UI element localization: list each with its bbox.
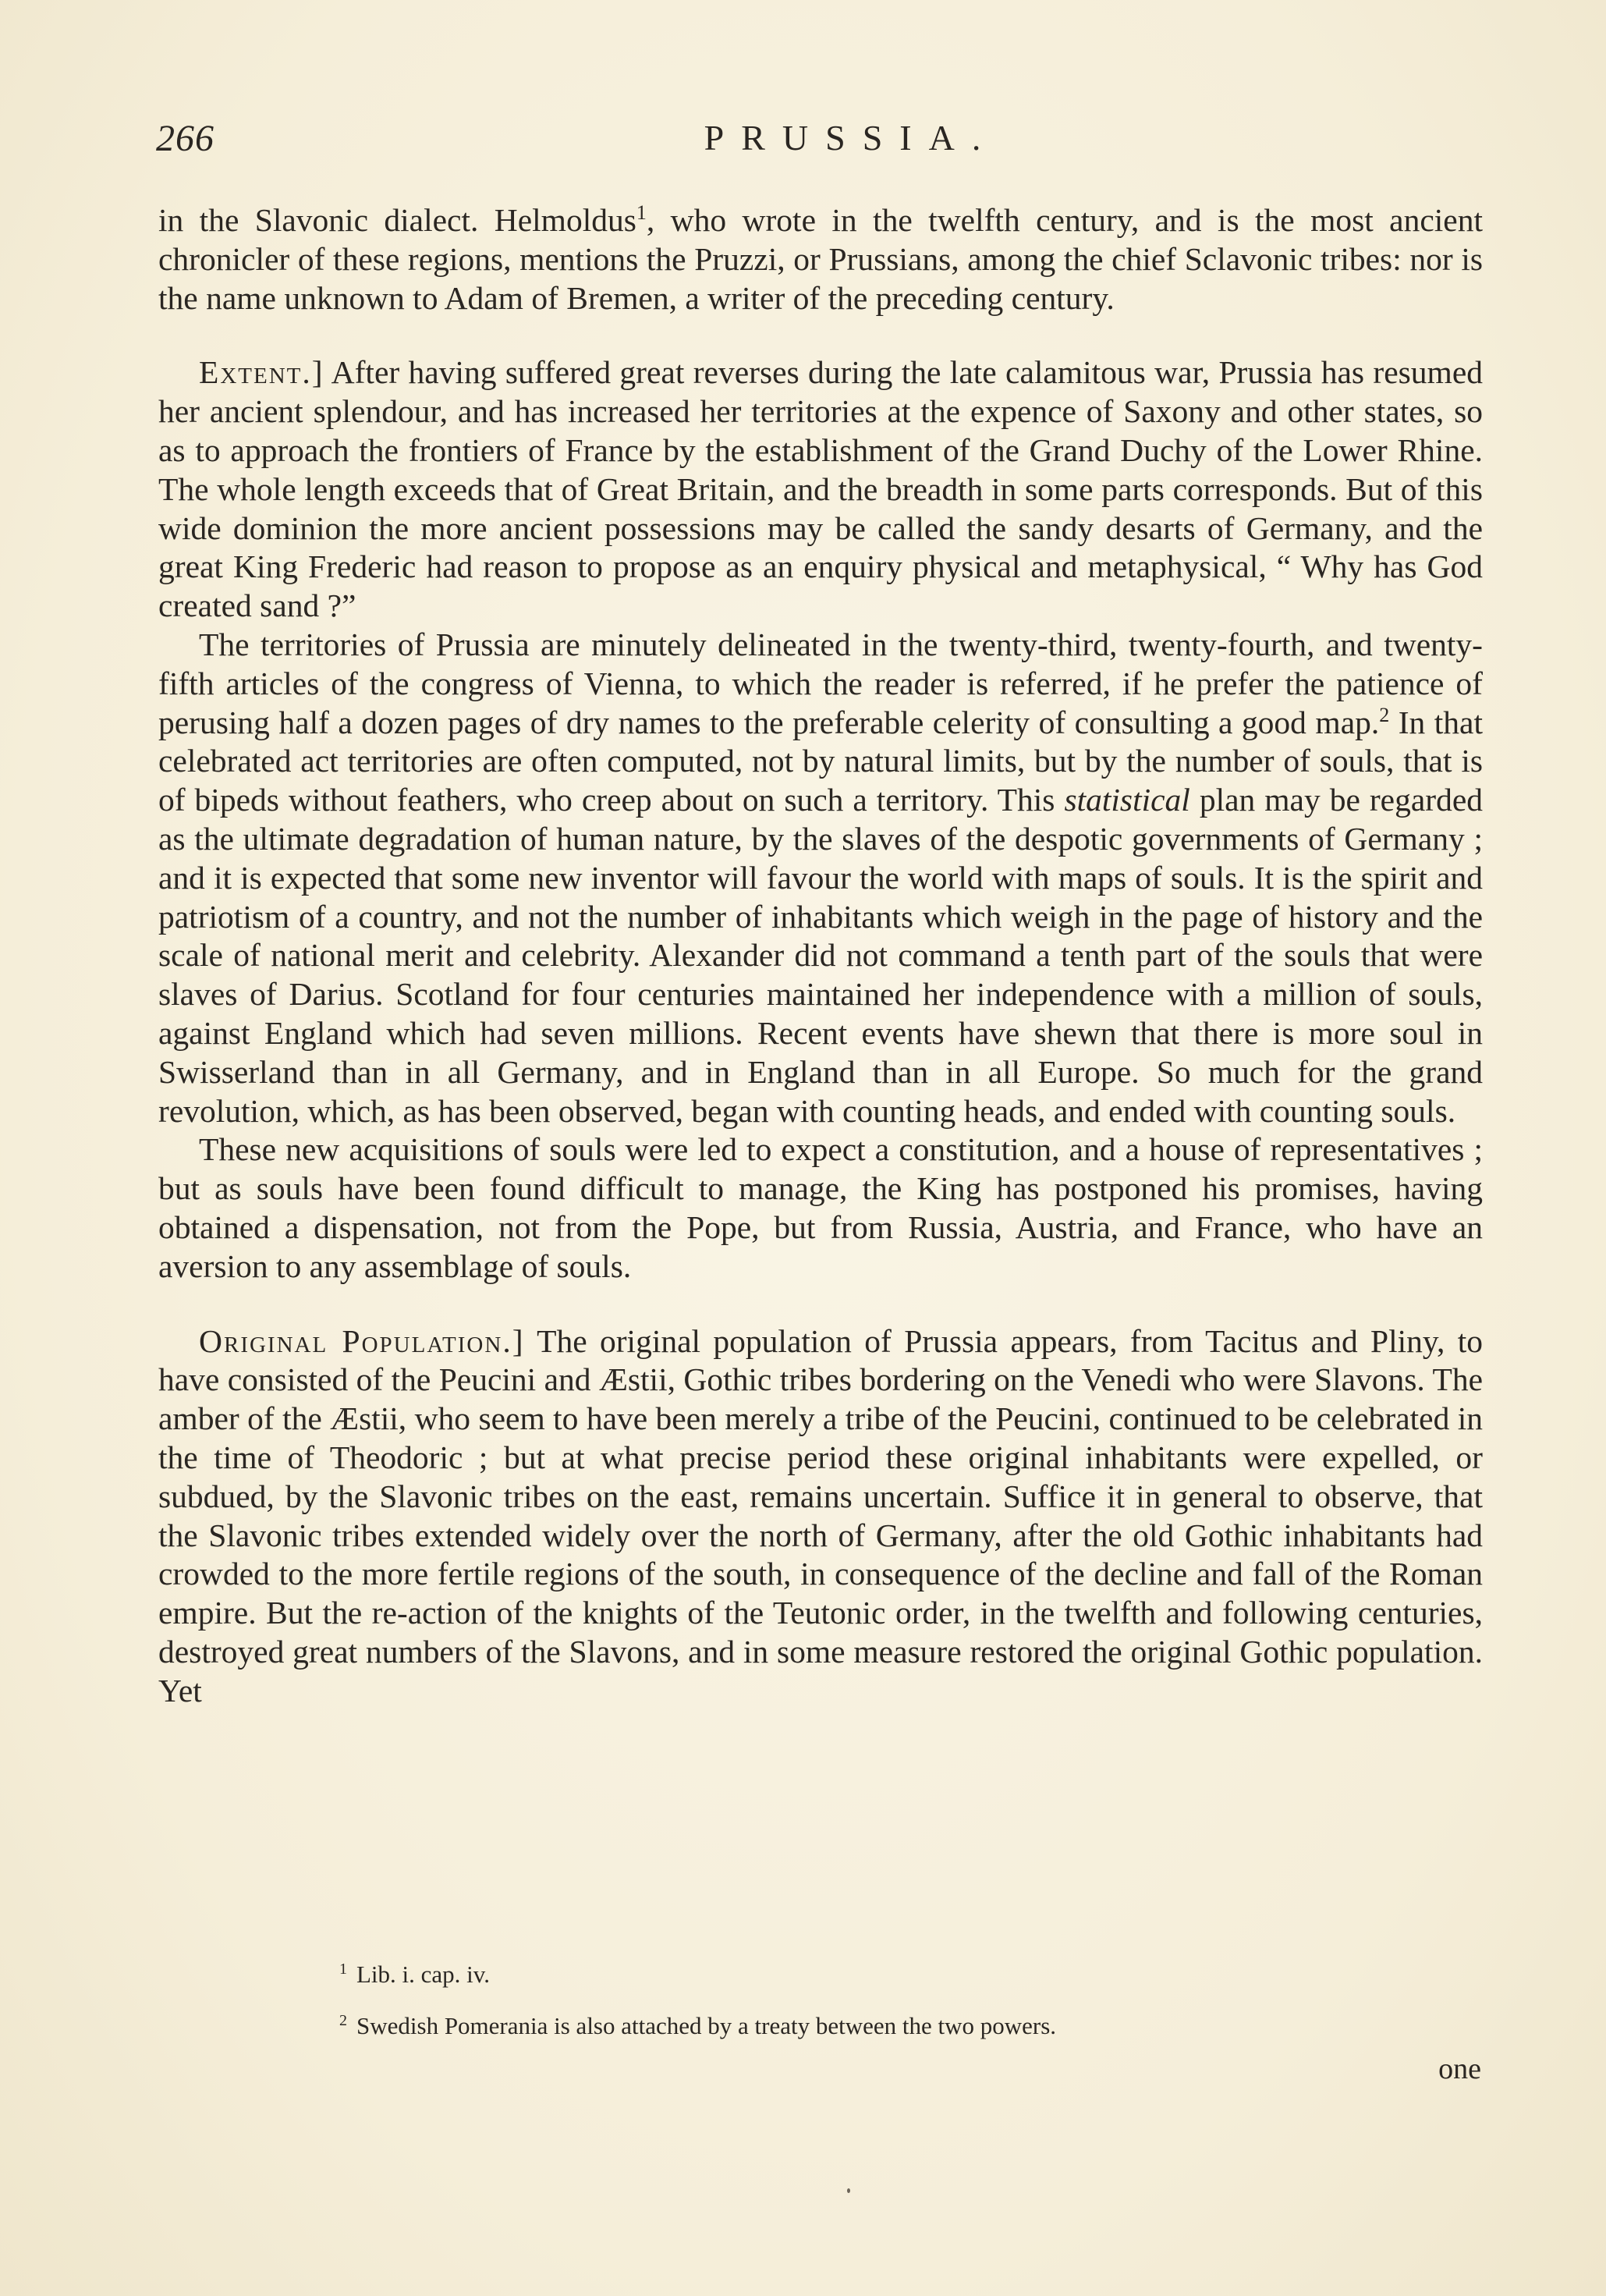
catchword: one xyxy=(1438,2053,1481,2085)
main-text xyxy=(158,201,1483,1710)
footnote-ref-1: 1 xyxy=(636,201,647,225)
paragraph-3: The territories of Prussia are minutely delineated in the twenty-third, twenty-fourth, and twenty-fifth articles of the congress of Vienna, to which the reader is referred, if he prefer the patience of perusing half a dozen pages of dry names to the preferable celerity of consulting a good map.$^2$ In that celebrated act territories are often computed, not by natural limits, but by the number of souls, that is of bipeds without feathers, who creep about on such a territory. This statistical plan may be regarded as the ultimate degradation of human nature, by the slaves of the despotic governments of Germany ; and it is expected that some new inventor will favour the world with maps of souls. It is the spirit and patriotism of a country, and not the number of inhabitants which weigh in the page of history and the scale of national merit and celebrity. Alexander did not command a tenth part of the souls that were slaves of Darius. Scotland for four centuries maintained her independence with a million of souls, against England which had seven millions. Recent events have shewn that there is more soul in Swisserland than in all Germany, and in England than in all Europe. So much for the grand revolution, which, as has been observed, began with counting heads, and ended with counting souls. xyxy=(158,626,1484,1129)
footnote-2: $^2$ Swedish Pomerania is also attached by a treaty between the two powers. xyxy=(339,2011,1057,2039)
emphasis-statistical: statistical xyxy=(1064,782,1190,818)
page-number: 266 xyxy=(156,118,214,159)
page-header xyxy=(156,117,1484,164)
running-title: PRUSSIA. xyxy=(704,118,998,158)
footnotes xyxy=(339,1960,1353,2063)
paper-speck xyxy=(847,2188,850,2193)
section-heading-extent: Extent.] xyxy=(199,354,324,391)
section-heading-original-population: Original Population.] xyxy=(199,1322,525,1359)
paragraph-1: in the Slavonic dialect. Helmoldus$^1$, who wrote in the twelfth century, and is the most ancient chronicler of these regions, mentions the Pruzzi, or Prussians, among the chief Sclavonic tribes: nor is the name unknown to Adam of Bremen, a writer of the preceding century. xyxy=(158,201,1483,316)
section-original-population: Original Population.] The original population of Prussia appears, from Tacitus and Pliny, to have consisted of the Peucini and Æstii, Gothic tribes bordering on the Venedi who were Slavons. The amber of the Æstii, who seem to have been merely a tribe of the Peucini, continued to be celebrated in the time of Theodoric ; but at what precise period these original inhabitants were expelled, or subdued, by the Slavonic tribes on the east, remains uncertain. Suffice it in general to observe, that the Slavonic tribes extended widely over the north of Germany, after the old Gothic inhabitants had crowded to the more fertile regions of the south, in consequence of the decline and fall of the Roman empire. But the re-action of the knights of the Teutonic order, in the twelfth and following centuries, destroyed great numbers of the Slavons, and in some measure restored the original Gothic population. Yet xyxy=(158,1322,1483,1709)
footnote-ref-2: 2 xyxy=(1379,703,1390,726)
paragraph-4: These new acquisitions of souls were led to expect a constitution, and a house of representatives ; but as souls have been found difficult to manage, the King has postponed his promises, having obtained a dispensation, not from the Pope, but from Russia, Austria, and France, who have an aversion to any assemblage of souls. xyxy=(158,1131,1483,1284)
footnote-1: $^1$ Lib. i. cap. iv. xyxy=(339,1960,491,1988)
section-extent: Extent.] After having suffered great reverses during the late calamitous war, Prussia has resumed her ancient splendour, and has increased her territories at the expence of Saxony and other states, so as to approach the frontiers of France by the establishment of the Grand Duchy of the Lower Rhine. The whole length exceeds that of Great Britain, and the breadth in some parts corresponds. But of this wide dominion the more ancient possessions may be called the sandy desarts of Germany, and the great King Frederic had reason to propose as an enquiry physical and metaphysical, “ Why has God created sand ?” xyxy=(158,354,1483,624)
